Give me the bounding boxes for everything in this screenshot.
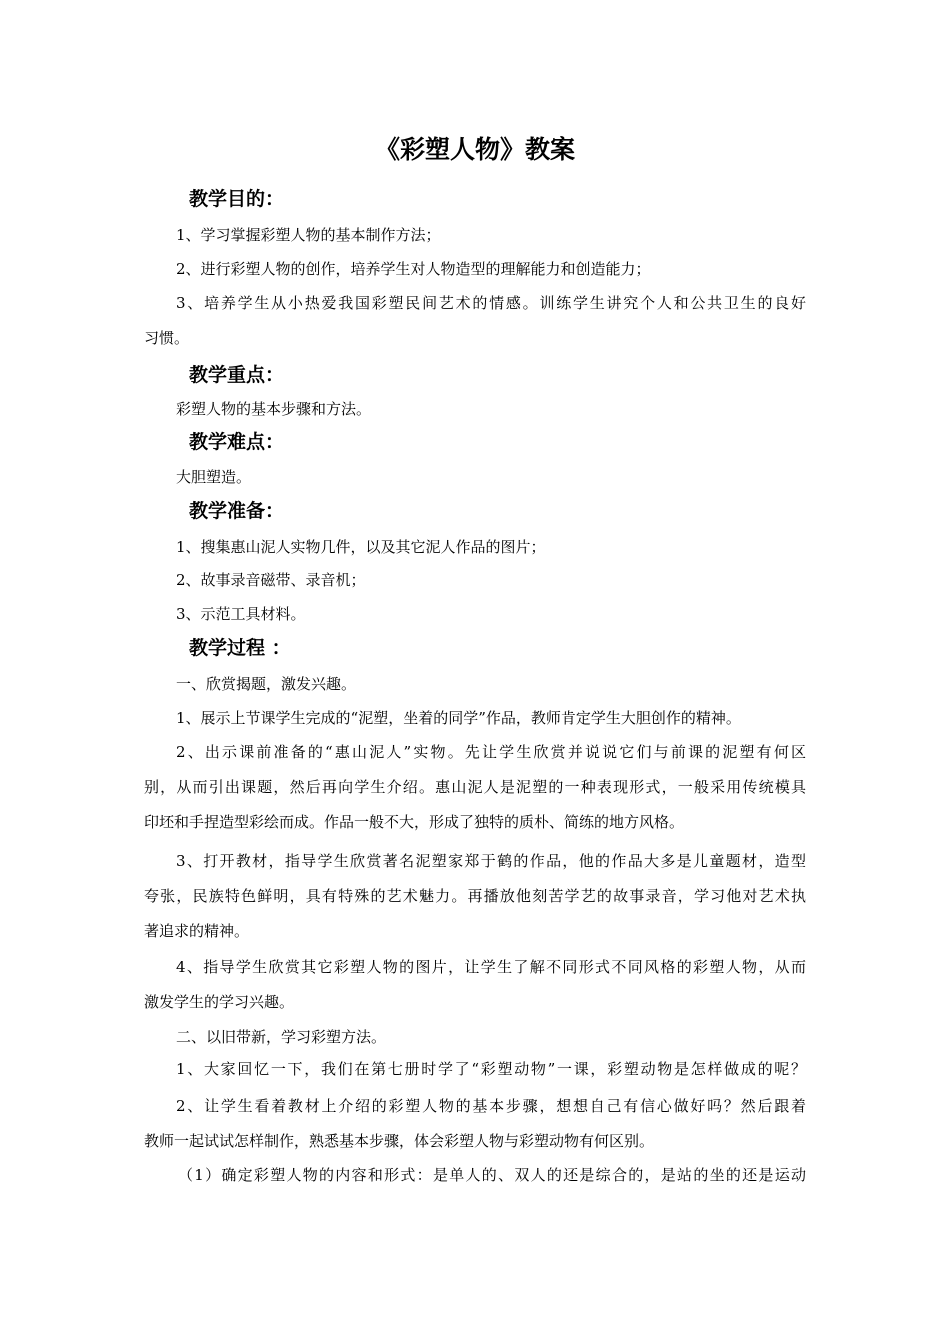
process-line: （1）确定彩塑人物的内容和形式：是单人的、双人的还是综合的，是站的坐的还是运动 bbox=[178, 1166, 806, 1184]
process-line: 1、大家回忆一下，我们在第七册时学了“彩塑动物”一课，彩塑动物是怎样做成的呢？ bbox=[176, 1060, 806, 1078]
process-line: 夸张，民族特色鲜明，具有特殊的艺术魅力。再播放他刻苦学艺的故事录音，学习他对艺术执 bbox=[144, 887, 806, 905]
process-line: 4、指导学生欣赏其它彩塑人物的图片，让学生了解不同形式不同风格的彩塑人物，从而 bbox=[176, 958, 806, 976]
process-line: 别，从而引出课题，然后再向学生介绍。惠山泥人是泥塑的一种表现形式，一般采用传统模具 bbox=[144, 778, 806, 796]
heading-objectives: 教学目的： bbox=[189, 188, 285, 210]
objective-line: 3、培养学生从小热爱我国彩塑民间艺术的情感。训练学生讲究个人和公共卫生的良好 bbox=[176, 294, 806, 312]
objective-line: 习惯。 bbox=[144, 329, 190, 347]
process-line: 印坯和手捏造型彩绘而成。作品一般不大，形成了独特的质朴、简练的地方风格。 bbox=[144, 813, 685, 831]
objective-line: 2、进行彩塑人物的创作，培养学生对人物造型的理解能力和创造能力； bbox=[176, 260, 651, 278]
heading-difficulties: 教学难点： bbox=[189, 431, 285, 453]
process-line: 二、以旧带新，学习彩塑方法。 bbox=[176, 1028, 387, 1046]
process-line: 1、展示上节课学生完成的“泥塑，坐着的同学”作品，教师肯定学生大胆创作的精神。 bbox=[176, 709, 741, 727]
document-title: 《彩塑人物》教案 bbox=[374, 135, 575, 164]
heading-preparation: 教学准备： bbox=[189, 500, 285, 522]
process-line: 教师一起试试怎样制作，熟悉基本步骤，体会彩塑人物与彩塑动物有何区别。 bbox=[144, 1132, 655, 1150]
process-line: 著追求的精神。 bbox=[144, 922, 250, 940]
heading-process: 教学过程 ： bbox=[189, 637, 291, 659]
process-line: 2、让学生看着教材上介绍的彩塑人物的基本步骤，想想自己有信心做好吗？然后跟着 bbox=[176, 1097, 806, 1115]
process-line: 3、打开教材，指导学生欣赏著名泥塑家郑于鹤的作品，他的作品大多是儿童题材，造型 bbox=[176, 852, 806, 870]
heading-key-points: 教学重点： bbox=[189, 364, 285, 386]
objective-line: 1、学习掌握彩塑人物的基本制作方法； bbox=[176, 226, 441, 244]
preparation-line: 3、示范工具材料。 bbox=[176, 605, 306, 623]
process-line: 一、欣赏揭题，激发兴趣。 bbox=[176, 675, 357, 693]
preparation-line: 1、搜集惠山泥人实物几件，以及其它泥人作品的图片； bbox=[176, 538, 546, 556]
preparation-line: 2、故事录音磁带、录音机； bbox=[176, 571, 366, 589]
key-points-text: 彩塑人物的基本步骤和方法。 bbox=[176, 400, 372, 418]
difficulties-text: 大胆塑造。 bbox=[176, 468, 252, 486]
process-line: 2、出示课前准备的“惠山泥人”实物。先让学生欣赏并说说它们与前课的泥塑有何区 bbox=[176, 743, 806, 761]
process-line: 激发学生的学习兴趣。 bbox=[144, 993, 295, 1011]
